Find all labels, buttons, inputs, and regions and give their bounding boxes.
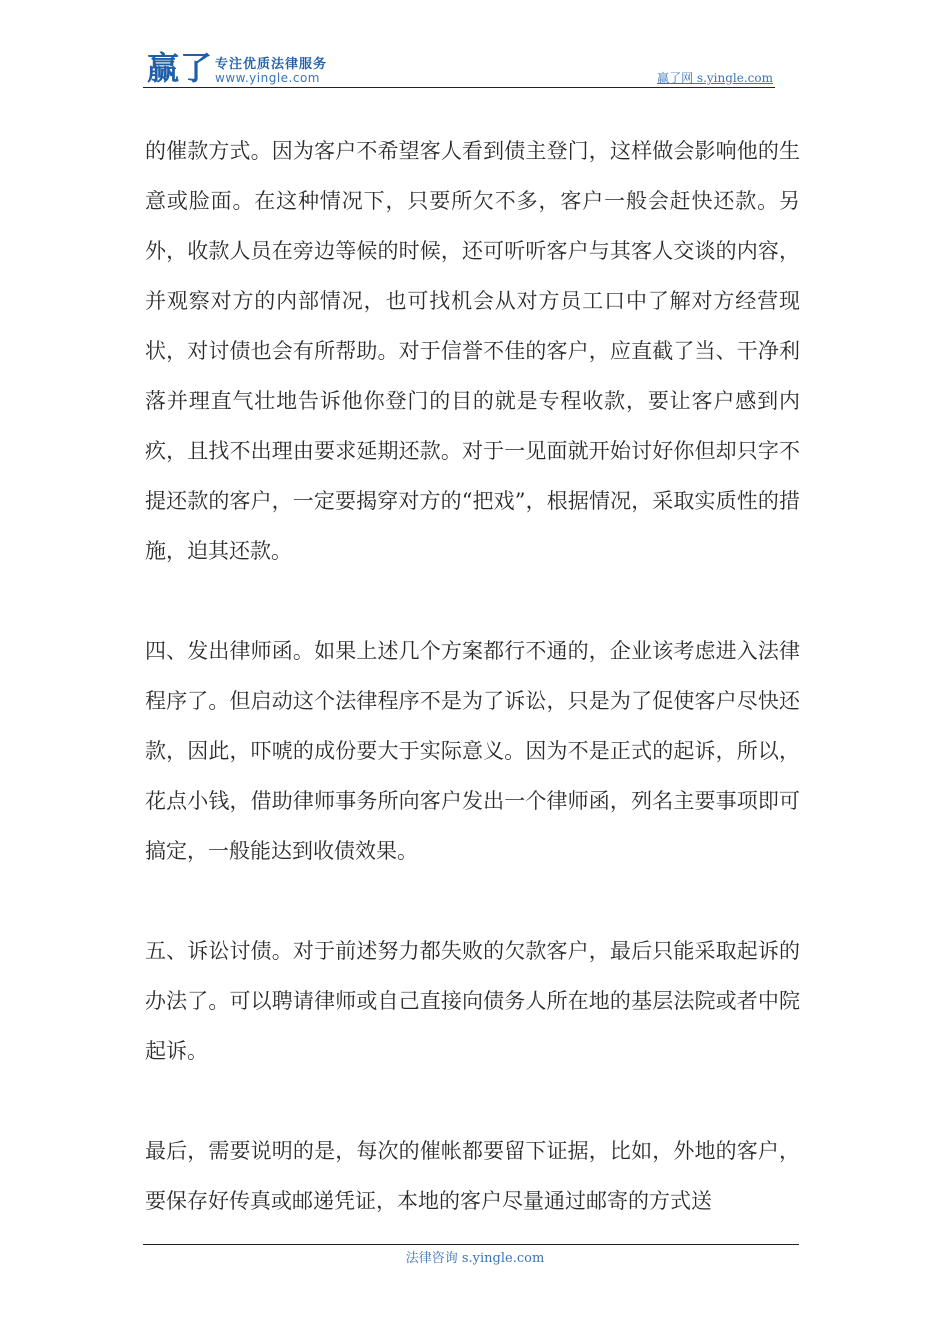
- page-header: [143, 40, 775, 88]
- header-divider: [143, 87, 775, 88]
- header-site-link[interactable]: 赢了网 s.yingle.com: [657, 71, 773, 85]
- paragraph: 的催款方式。因为客户不希望客人看到债主登门，这样做会影响他的生意或脸面。在这种情况下，只要所欠不多，客户一般会赶快还款。另外，收款人员在旁边等候的时候，还可听听客户与其客人交谈的内容，并观察对方的内部情况，也可找机会从对方员工口中了解对方经营现状，对讨债也会有所帮助。对于信誉不佳的客户，应直截了当、干净利落并理直气壮地告诉他你登门的目的就是专程收款，要让客户感到内疚，且找不出理由要求延期还款。对于一见面就开始讨好你但却只字不提还款的客户，一定要揭穿对方的“把戏”，根据情况，采取实质性的措施，迫其还款。: [145, 139, 800, 563]
- logo-url: www.yingle.com: [215, 71, 320, 85]
- footer-link[interactable]: 法律咨询 s.yingle.com: [405, 1251, 545, 1266]
- paragraph: 四、发出律师函。如果上述几个方案都行不通的，企业该考虑进入法律程序了。但启动这个法律程序不是为了诉讼，只是为了促使客户尽快还款，因此，吓唬的成份要大于实际意义。因为不是正式的起诉，所以，花点小钱，借助律师事务所向客户发出一个律师函，列名主要事项即可搞定，一般能达到收债效果。: [145, 639, 800, 863]
- logo-tagline: 专注优质法律服务: [215, 57, 328, 72]
- document-body: [145, 126, 800, 1276]
- paragraph: 最后，需要说明的是，每次的催帐都要留下证据，比如，外地的客户，要保存好传真或邮递凭证，本地的客户尽量通过邮寄的方式送: [145, 1139, 800, 1213]
- footer-divider: [143, 1244, 799, 1245]
- paragraph: 五、诉讼讨债。对于前述努力都失败的欠款客户，最后只能采取起诉的办法了。可以聘请律师或自己直接向债务人所在地的基层法院或者中院起诉。: [145, 939, 800, 1063]
- logo: 赢了: [147, 49, 214, 87]
